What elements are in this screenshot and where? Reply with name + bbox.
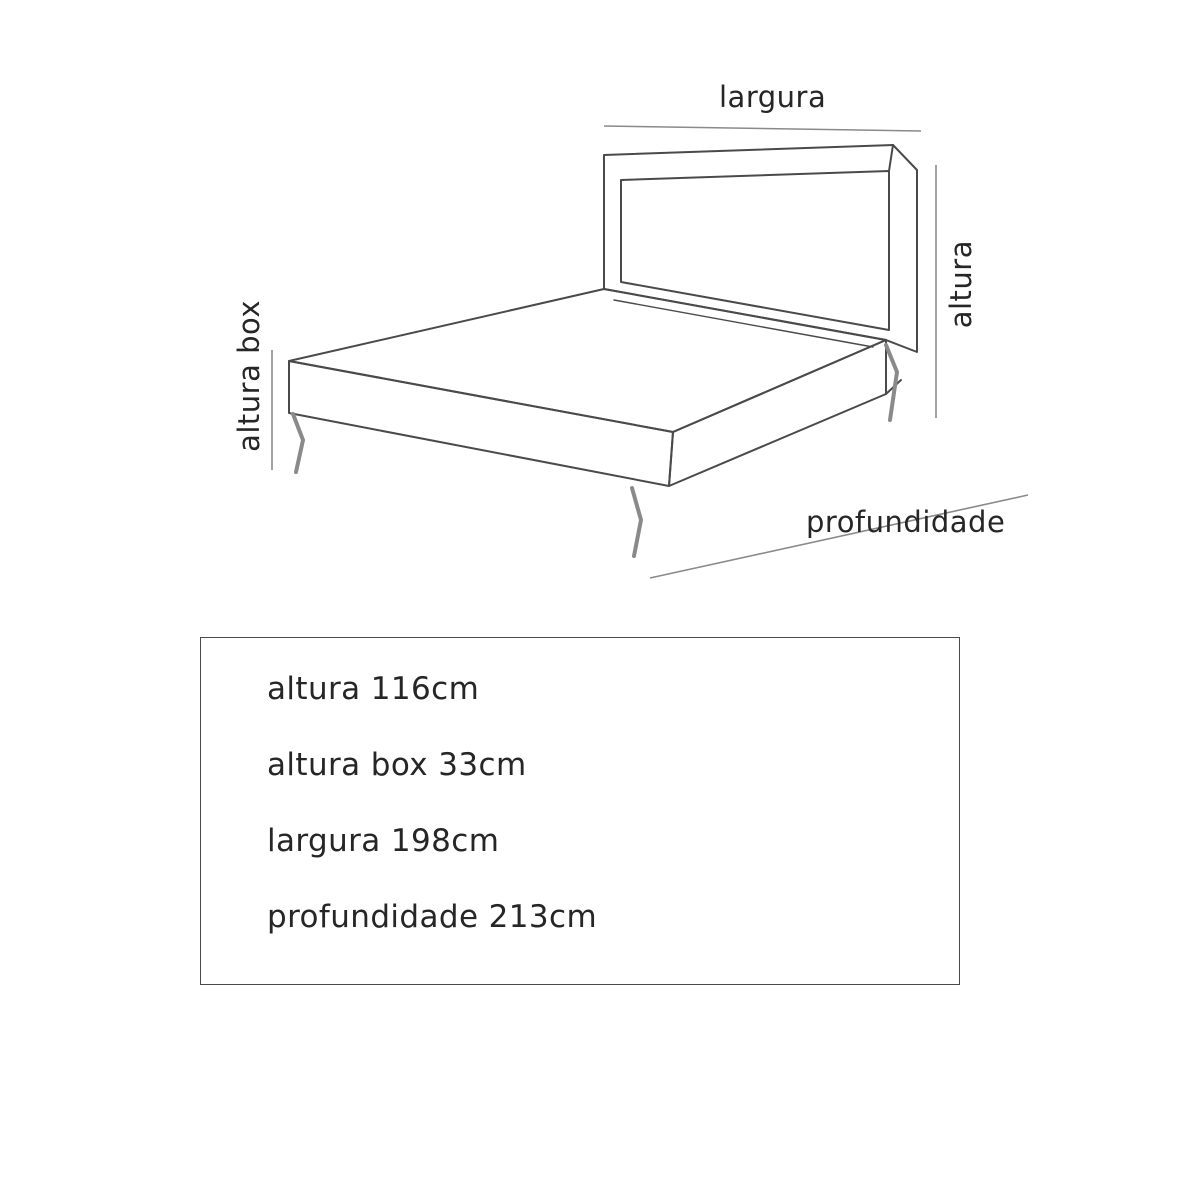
specifications-list — [267, 671, 939, 935]
spec-item-altura-box: altura box 33cm — [267, 747, 527, 783]
spec-item-altura: altura 116cm — [267, 671, 480, 707]
base-left-face — [289, 361, 673, 486]
mattress-seam — [614, 300, 873, 347]
dimension-label-altura-box: altura box — [232, 300, 266, 452]
headboard-inner-panel — [621, 171, 889, 330]
leg-front-left — [293, 414, 303, 472]
headboard-edge — [889, 145, 893, 171]
dimension-label-profundidade: profundidade — [806, 505, 1006, 539]
dimension-label-largura: largura — [719, 80, 827, 114]
dimension-line-largura — [604, 126, 921, 131]
leg-front-center — [632, 488, 641, 556]
spec-item-largura: largura 198cm — [267, 823, 500, 859]
spec-item-profundidade: profundidade 213cm — [267, 899, 598, 935]
specifications-box — [200, 637, 960, 985]
dimension-label-altura: altura — [944, 240, 978, 329]
mattress-top — [289, 289, 886, 432]
base-right-face — [669, 340, 886, 486]
